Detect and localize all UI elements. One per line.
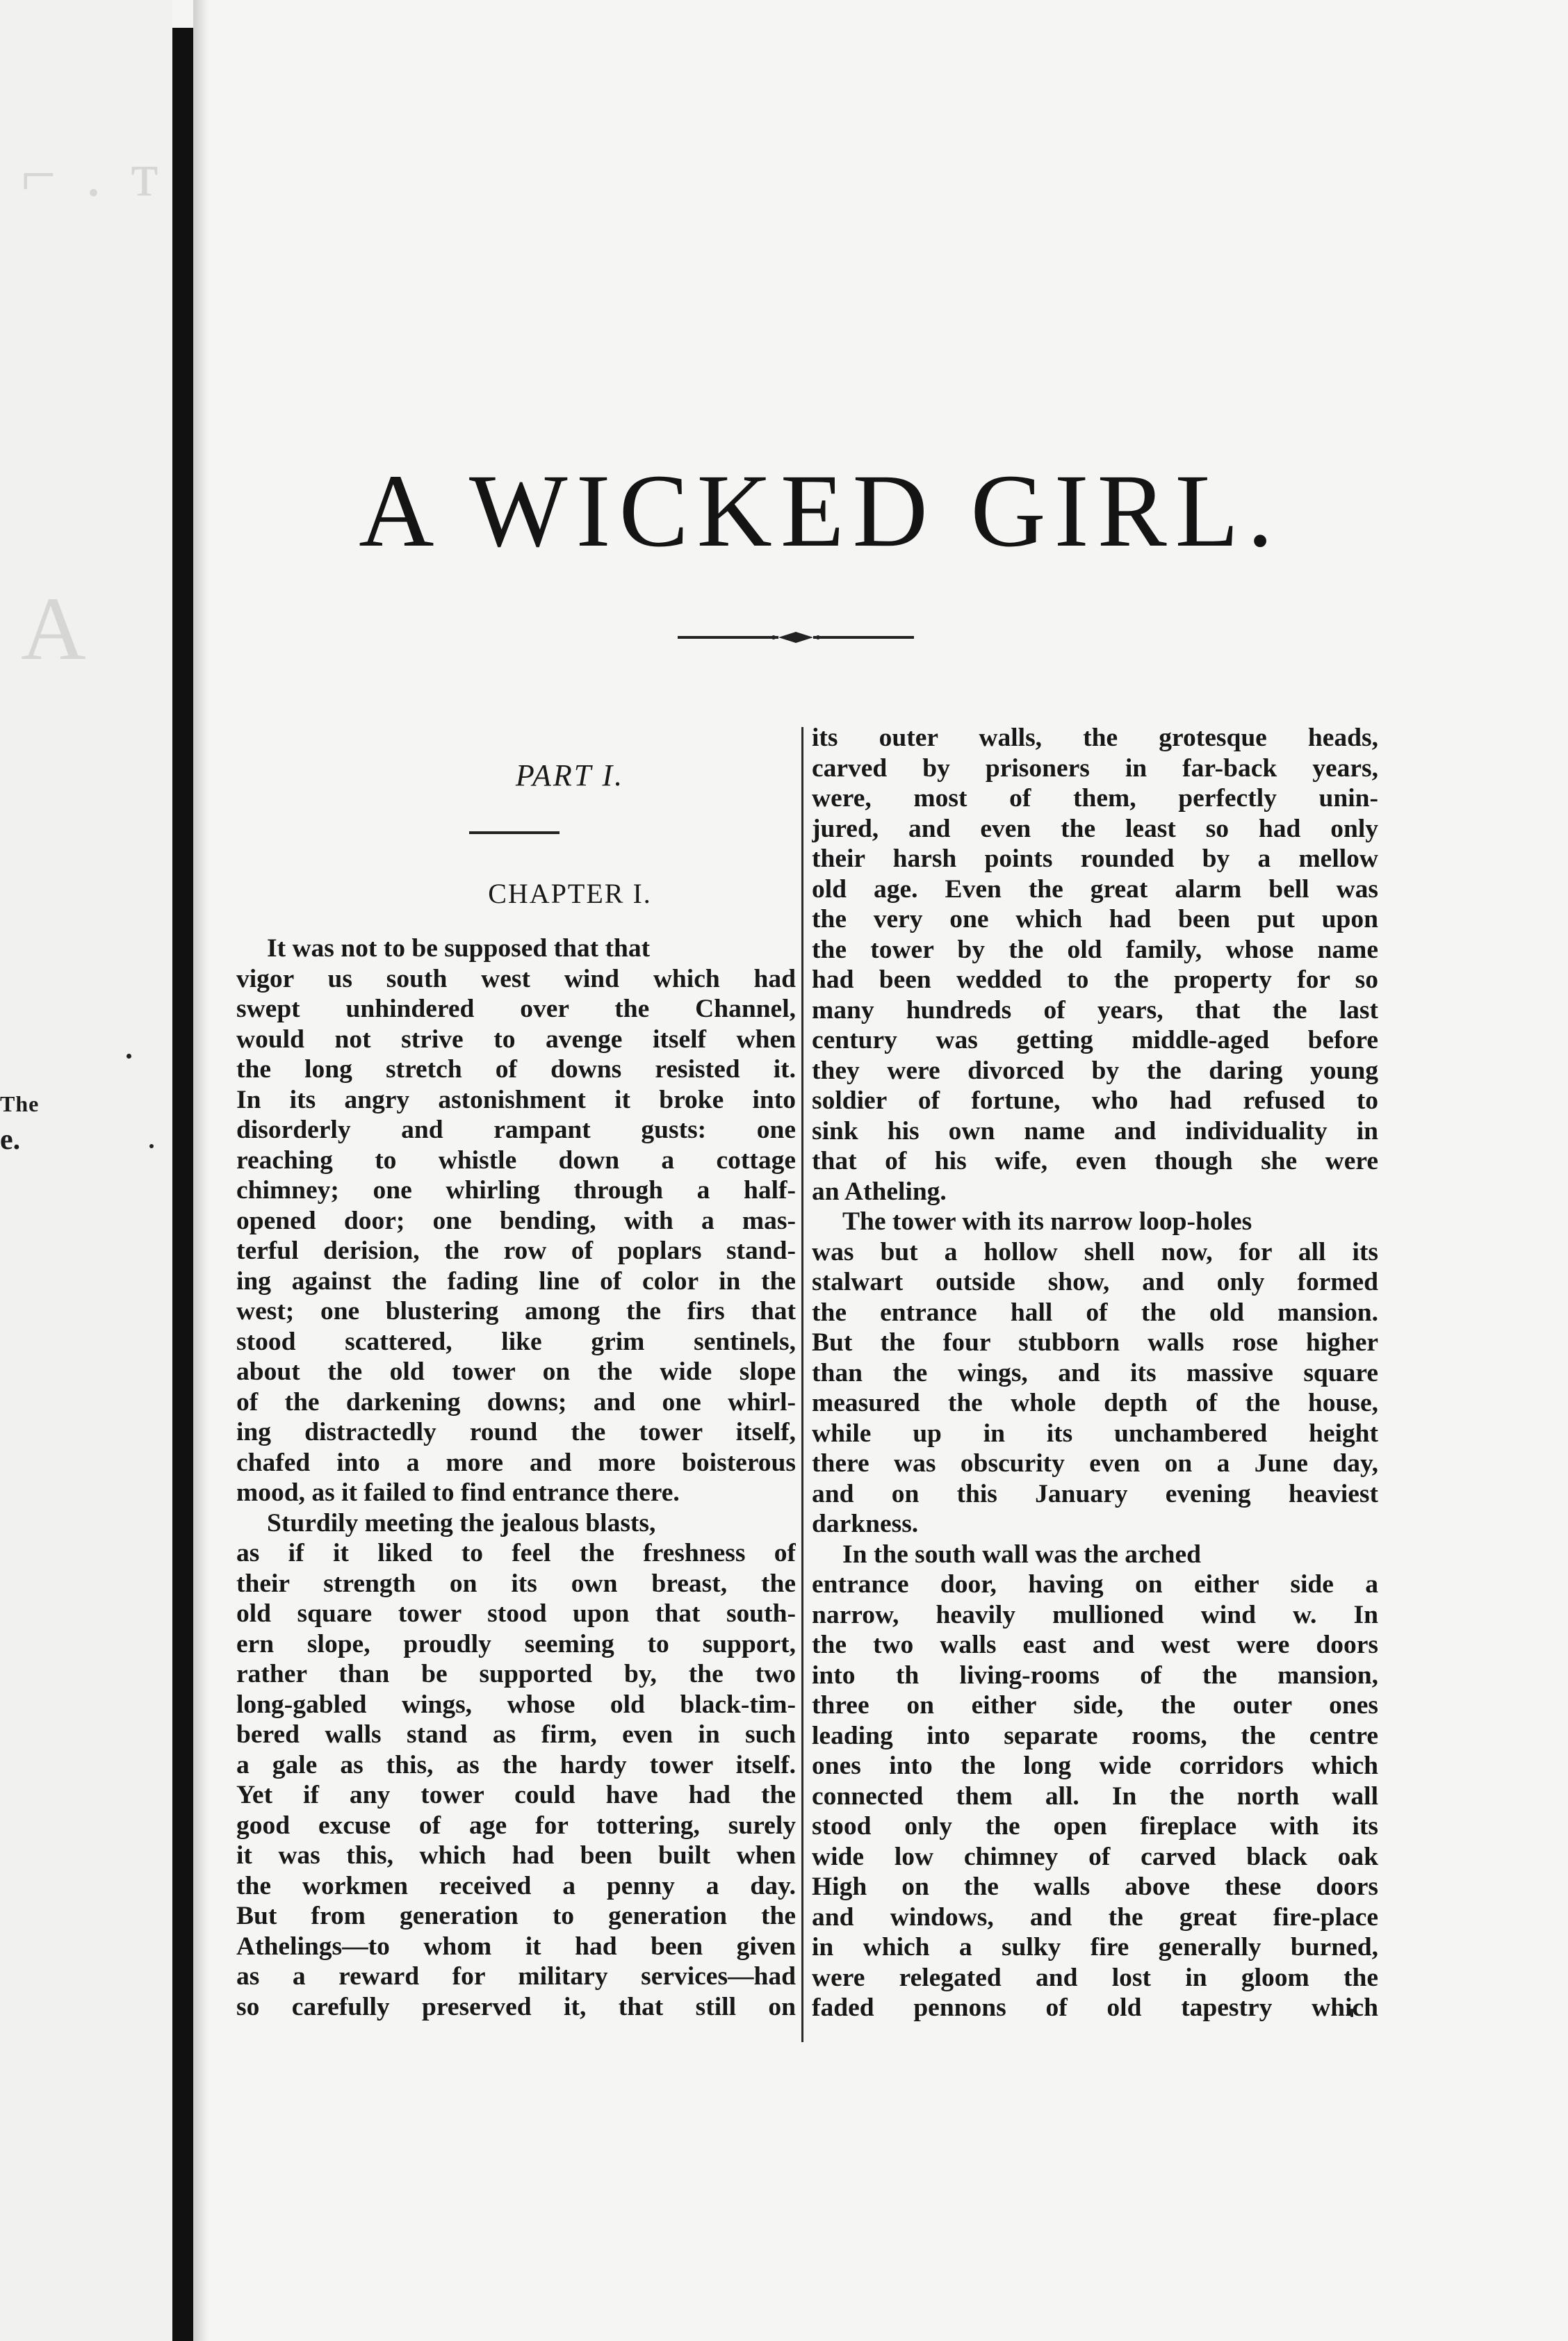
binding-gutter xyxy=(172,28,193,2341)
text-line: many hundreds of years, that the last xyxy=(812,995,1378,1025)
text-line: the very one which had been put upon xyxy=(812,905,1378,933)
margin-word: The xyxy=(0,1091,40,1116)
text-line: terful derision, the row of poplars stand- xyxy=(236,1237,796,1265)
text-line xyxy=(236,1508,796,1539)
text-line: Athelings—to whom it had been given xyxy=(236,1932,796,1961)
text-line xyxy=(812,1540,1378,1570)
text-line: west; one blustering among the firs that xyxy=(236,1297,796,1326)
text-line: that of his wife, even though she were xyxy=(812,1147,1378,1175)
text-line: In its angry astonishment it broke into xyxy=(236,1085,796,1114)
text-line: as if it liked to feel the freshness of xyxy=(236,1539,796,1567)
text-line: old square tower stood upon that south- xyxy=(236,1599,796,1628)
text-line: ern slope, proudly seeming to support, xyxy=(236,1629,796,1658)
text-line: carved by prisoners in far-back years, xyxy=(812,753,1378,783)
text-line: the long stretch of downs resisted it. xyxy=(236,1055,796,1084)
text-line: High on the walls above these doors xyxy=(812,1873,1378,1901)
text-line: chafed into a more and more boisterous xyxy=(236,1448,796,1477)
text-line: were, most of them, perfectly unin- xyxy=(812,784,1378,813)
text-line: the workmen received a penny a day. xyxy=(236,1871,796,1900)
text-line: its outer walls, the grotesque heads, xyxy=(812,724,1378,752)
text-line: in which a sulky fire generally burned, xyxy=(812,1933,1378,1961)
text-line: entrance door, having on either side a xyxy=(812,1570,1378,1599)
text-line: swept unhindered over the Channel, xyxy=(236,995,796,1023)
text-line: disorderly and rampant gusts: one xyxy=(236,1116,796,1144)
text-column-right xyxy=(812,723,1378,2023)
text-line: as a reward for military services—had xyxy=(236,1962,796,1991)
text-line: measured the whole depth of the house, xyxy=(812,1389,1378,1417)
text-line: the two walls east and west were doors xyxy=(812,1631,1378,1659)
column-divider xyxy=(801,727,803,2042)
text-line: jured, and even the least so had only xyxy=(812,814,1378,843)
text-line: narrow, heavily mullioned wind w. In xyxy=(812,1600,1378,1629)
text-line: than the wings, and its massive square xyxy=(812,1358,1378,1387)
text-line: leading into separate rooms, the centre xyxy=(812,1721,1378,1750)
text-line: rather than be supported by, the two xyxy=(236,1660,796,1688)
story-title: A WICKED GIRL. xyxy=(359,453,1282,569)
text-line: chimney; one whirling through a half- xyxy=(236,1176,796,1205)
text-line: into th living-rooms of the mansion, xyxy=(812,1661,1378,1690)
text-line: faded pennons of old tapestry which xyxy=(812,1993,1378,2022)
bleed-through-marks-mid: A xyxy=(21,579,86,679)
speck xyxy=(149,1144,154,1148)
text-line: old age. Even the great alarm bell was xyxy=(812,874,1378,904)
text-line: darkness. xyxy=(812,1510,919,1538)
text-line-content: The tower with its narrow loop-holes xyxy=(842,1207,1252,1236)
text-line: mood, as it failed to find entrance there. xyxy=(236,1478,680,1507)
text-line-content: Sturdily meeting the jealous blasts, xyxy=(267,1508,656,1537)
text-line: their harsh points rounded by a mellow xyxy=(812,845,1378,873)
text-line: wide low chimney of carved black oak xyxy=(812,1842,1378,1871)
text-line: stood only the open fireplace with its xyxy=(812,1812,1378,1841)
text-line: about the old tower on the wide slope xyxy=(236,1357,796,1386)
chapter-heading: CHAPTER I. xyxy=(488,878,652,909)
text-line xyxy=(812,1207,1378,1237)
text-line: was but a hollow shell now, for all its xyxy=(812,1237,1378,1266)
text-line: there was obscurity even on a June day, xyxy=(812,1449,1378,1478)
left-margin-strip xyxy=(0,0,172,2341)
text-column-left xyxy=(236,933,796,2022)
text-line: long-gabled wings, whose old black-tim- xyxy=(236,1690,796,1719)
text-line: stood scattered, like grim sentinels, xyxy=(236,1327,796,1356)
bleed-through-marks-top: ⌐ . ᴛ xyxy=(21,140,165,209)
text-line: the tower by the old family, whose name xyxy=(812,935,1378,964)
text-line: had been wedded to the property for so xyxy=(812,965,1378,994)
text-line: were relegated and lost in gloom the xyxy=(812,1963,1378,1992)
text-line: of the darkening downs; and one whirl- xyxy=(236,1387,796,1417)
ornamental-rule xyxy=(678,629,914,646)
part-heading: PART I. xyxy=(515,758,625,792)
text-line: stalwart outside show, and only formed xyxy=(812,1268,1378,1296)
text-line: their strength on its own breast, the xyxy=(236,1569,796,1598)
part-rule xyxy=(469,831,560,834)
text-line: Yet if any tower could have had the xyxy=(236,1781,796,1809)
text-line: century was getting middle-aged before xyxy=(812,1026,1378,1054)
text-line: three on either side, the outer ones xyxy=(812,1691,1378,1720)
text-line: would not strive to avenge itself when xyxy=(236,1025,796,1054)
margin-fragment-text: e. xyxy=(0,1124,21,1156)
text-line: it was this, which had been built when xyxy=(236,1841,796,1870)
speck xyxy=(126,1054,131,1059)
text-line: an Atheling. xyxy=(812,1177,947,1206)
text-line: reaching to whistle down a cottage xyxy=(236,1145,796,1175)
text-line: sink his own name and individuality in xyxy=(812,1116,1378,1145)
text-line-content: It was not to be supposed that that xyxy=(267,934,651,963)
text-line: a gale as this, as the hardy tower itself. xyxy=(236,1750,796,1779)
text-line: ing against the fading line of color in the xyxy=(236,1266,796,1296)
text-line: ing distractedly round the tower itself, xyxy=(236,1418,796,1446)
text-line: bered walls stand as firm, even in such xyxy=(236,1720,796,1749)
margin-fragment xyxy=(0,1086,125,1158)
text-line: connected them all. In the north wall xyxy=(812,1781,1378,1811)
text-line: vigor us south west wind which had xyxy=(236,964,796,993)
text-line: But the four stubborn walls rose higher xyxy=(812,1328,1378,1357)
text-line: ones into the long wide corridors which xyxy=(812,1752,1378,1780)
text-line: the entrance hall of the old mansion. xyxy=(812,1298,1378,1327)
text-line-content: In the south wall was the arched xyxy=(842,1540,1202,1569)
gutter-shadow xyxy=(193,0,209,2341)
text-line: and on this January evening heaviest xyxy=(812,1479,1378,1508)
text-line: opened door; one bending, with a mas- xyxy=(236,1206,796,1235)
text-line: and windows, and the great fire-place xyxy=(812,1902,1378,1932)
text-line: soldier of fortune, who had refused to xyxy=(812,1086,1378,1115)
text-line: so carefully preserved it, that still on xyxy=(236,1992,796,2021)
text-line: while up in its unchambered height xyxy=(812,1419,1378,1448)
text-line: they were divorced by the daring young xyxy=(812,1056,1378,1085)
text-line: good excuse of age for tottering, surely xyxy=(236,1811,796,1840)
text-line: But from generation to generation the xyxy=(236,1902,796,1930)
text-line xyxy=(236,933,796,964)
